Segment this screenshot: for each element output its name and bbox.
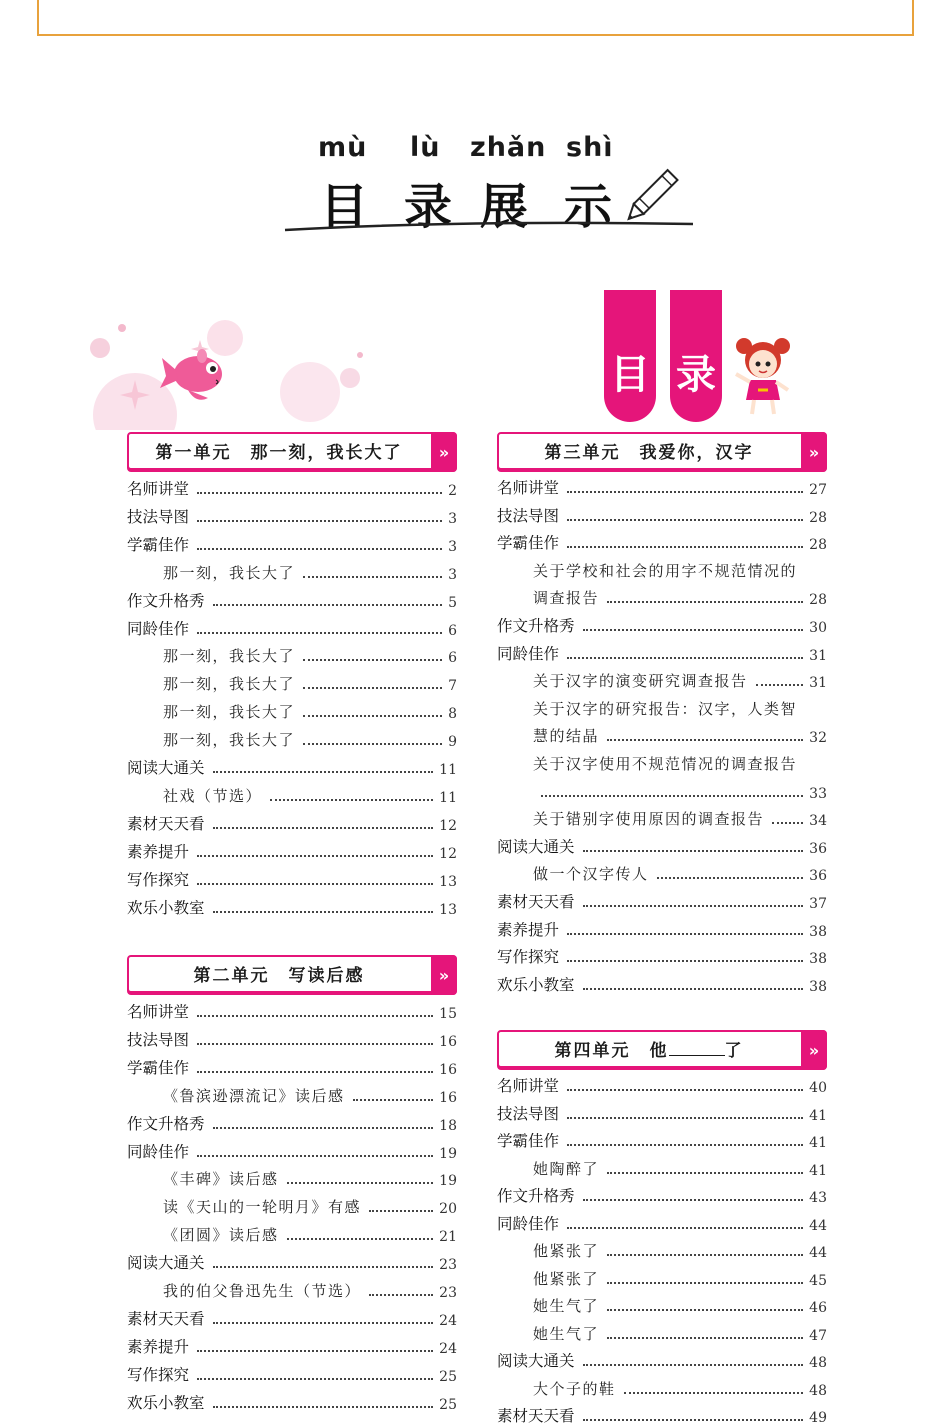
toc-entry[interactable] [163, 784, 457, 806]
toc-entry[interactable] [127, 1363, 457, 1385]
toc-entry[interactable] [497, 504, 827, 526]
toc-entry[interactable] [497, 945, 827, 967]
unit-title: 第二单元 写读后感 [193, 966, 365, 986]
toc-page-number: 25 [439, 1396, 457, 1413]
dot-leader [583, 1419, 804, 1421]
toc-entry[interactable] [497, 1212, 827, 1234]
dot-leader [197, 1155, 433, 1157]
dot-leader [197, 855, 433, 857]
mulu-tab-1: 目 [604, 290, 656, 422]
dot-leader [657, 877, 804, 879]
toc-entry[interactable] [497, 973, 827, 995]
toc-entry-title: 关于错别字使用原因的调查报告 [533, 810, 765, 829]
dot-leader [567, 1089, 803, 1091]
toc-page-number: 12 [439, 845, 457, 862]
toc-entry[interactable] [497, 642, 827, 664]
toc-page-number: 12 [439, 817, 457, 834]
toc-entry[interactable] [163, 728, 457, 750]
toc-page-number: 28 [809, 509, 827, 526]
toc-entry-title: 欢乐小教室 [127, 1393, 205, 1412]
title-char-3: 展 [480, 179, 529, 235]
toc-entry[interactable] [497, 614, 827, 636]
toc-page-number: 41 [809, 1135, 827, 1151]
toc-entry-title: 素材天天看 [127, 814, 205, 833]
toc-page-number: 3 [448, 510, 457, 527]
toc-page-number: 44 [809, 1245, 827, 1261]
chevron-right-icon: » [801, 432, 827, 472]
toc-page-number: 2 [448, 483, 457, 499]
dot-leader [607, 1172, 803, 1174]
toc-entry[interactable] [127, 868, 457, 890]
toc-page-number: 48 [809, 1355, 827, 1371]
dot-leader [197, 1071, 433, 1073]
toc-entry-title: 她陶醉了 [533, 1159, 600, 1178]
toc-entry-title: 社戏（节选） [163, 786, 263, 805]
dot-leader [197, 883, 433, 885]
toc-entry[interactable] [533, 1294, 827, 1316]
toc-entry-title: 大个子的鞋 [533, 1379, 616, 1398]
toc-entry[interactable] [533, 1322, 827, 1344]
title-char-4: 示 [564, 179, 613, 235]
dot-leader [567, 519, 803, 521]
toc-page-number: 16 [439, 1061, 457, 1078]
toc-entry[interactable] [127, 1000, 457, 1022]
dot-leader [197, 632, 442, 634]
toc-entry[interactable] [533, 862, 827, 884]
dot-leader [213, 1266, 434, 1268]
toc-entry-title: 做一个汉字传人 [533, 865, 649, 884]
toc-page-number: 11 [439, 762, 457, 778]
toc-page-number: 31 [809, 647, 827, 664]
toc-entry[interactable] [533, 807, 827, 829]
unit-title-after: 了 [724, 1041, 744, 1061]
toc-entry-title: 那一刻，我长大了 [163, 675, 296, 694]
toc-entry[interactable] [127, 1335, 457, 1357]
toc-entry-title: 《丰碑》读后感 [163, 1170, 279, 1189]
toc-entry[interactable] [533, 697, 827, 719]
dot-leader [583, 629, 804, 631]
toc-entry-title: 欢乐小教室 [127, 898, 205, 917]
chevron-right-icon: » [801, 1030, 827, 1070]
toc-entry[interactable] [497, 1184, 827, 1206]
toc-page-number: 3 [448, 566, 457, 583]
toc-entry-title: 素材天天看 [497, 893, 575, 911]
toc-page-number: 45 [809, 1272, 827, 1289]
toc-entry-title: 同龄佳作 [127, 619, 190, 638]
dot-leader [583, 988, 804, 990]
dot-leader [197, 520, 442, 522]
toc-entry-title: 学霸佳作 [497, 1132, 560, 1150]
toc-page-number: 38 [809, 923, 827, 940]
toc-entry[interactable] [127, 1391, 457, 1413]
toc-entry[interactable] [533, 586, 827, 608]
cartoon-girl-icon [728, 334, 798, 418]
toc-entry[interactable] [163, 1279, 457, 1301]
chevron-right-icon: » [431, 432, 457, 472]
toc-page-number: 36 [809, 868, 827, 885]
top-frame [37, 0, 914, 36]
toc-page-number: 9 [448, 734, 457, 751]
toc-page-number: 46 [809, 1300, 827, 1316]
dot-leader [303, 687, 442, 689]
toc-entry[interactable] [497, 918, 827, 940]
chevron-right-icon: » [431, 955, 457, 995]
dot-leader [303, 743, 442, 745]
toc-page-number: 31 [809, 675, 827, 692]
toc-entry-title: 他紧张了 [533, 1242, 600, 1260]
toc-page-number: 16 [439, 1089, 457, 1106]
toc-entry-title: 学霸佳作 [127, 1058, 190, 1077]
toc-page-number: 21 [439, 1229, 457, 1246]
dot-leader [607, 1309, 803, 1311]
toc-entry[interactable] [533, 1377, 827, 1399]
toc-entry-title: 作文升格秀 [127, 591, 205, 610]
unit-title-before: 第四单元 他 [554, 1041, 669, 1061]
toc-entry-title: 那一刻，我长大了 [163, 563, 296, 582]
toc-entry-title: 那一刻，我长大了 [163, 703, 296, 722]
toc-entry-title: 她生气了 [533, 1297, 600, 1315]
toc-entry-title: 名师讲堂 [127, 480, 190, 498]
toc-page-number: 11 [439, 789, 457, 806]
toc-entry-title: 学霸佳作 [127, 535, 190, 554]
toc-entry[interactable] [533, 1239, 827, 1261]
dot-leader [303, 715, 442, 717]
toc-entry-title: 素养提升 [127, 842, 190, 861]
toc-entry[interactable] [127, 896, 457, 918]
unit-header-4 [497, 1030, 827, 1068]
toc-page-number: 18 [439, 1117, 457, 1134]
toc-page-number: 24 [439, 1340, 457, 1357]
toc-page-number: 48 [809, 1382, 827, 1399]
title-char-1: 目 [320, 179, 369, 235]
toc-entry[interactable] [127, 477, 457, 499]
dot-leader [607, 1337, 803, 1339]
dot-leader [567, 933, 803, 935]
toc-page-number: 13 [439, 873, 457, 890]
dot-leader [567, 657, 803, 659]
dot-leader [567, 546, 803, 548]
toc-entry[interactable] [127, 1112, 457, 1134]
toc-entry-title: 素养提升 [497, 920, 560, 939]
dot-leader [607, 1254, 803, 1256]
toc-entry[interactable] [127, 1028, 457, 1050]
toc-page-number: 13 [439, 901, 457, 918]
toc-page-number: 15 [439, 1006, 457, 1022]
toc-entry-title: 关于汉字的研究报告：汉字，人类智 [533, 699, 798, 718]
toc-page-number: 7 [448, 678, 457, 695]
toc-entry[interactable] [497, 835, 827, 857]
dot-leader [583, 905, 804, 907]
toc-entry[interactable] [497, 1129, 827, 1151]
dot-leader [353, 1099, 434, 1101]
toc-entry[interactable] [533, 724, 827, 746]
toc-entry[interactable] [127, 617, 457, 639]
toc-entry-title: 写作探究 [127, 1365, 190, 1384]
toc-entry-title: 写作探究 [497, 948, 560, 967]
toc-entry-title: 名师讲堂 [127, 1003, 190, 1021]
dot-leader [567, 491, 803, 493]
toc-page-number: 23 [439, 1257, 457, 1274]
toc-entry[interactable] [163, 672, 457, 694]
toc-entry-title: 同龄佳作 [497, 644, 560, 663]
toc-page-number: 49 [809, 1410, 827, 1424]
toc-entry-title: 作文升格秀 [127, 1114, 205, 1133]
dot-leader [772, 822, 803, 824]
toc-page-number: 27 [809, 482, 827, 498]
toc-page-number: 47 [809, 1327, 827, 1344]
title-pinyin [318, 132, 618, 166]
toc-entry[interactable] [497, 890, 827, 912]
toc-page-number: 23 [439, 1285, 457, 1301]
toc-page-number: 40 [809, 1080, 827, 1096]
toc-page-number: 6 [448, 650, 457, 667]
toc-entry-title: 学霸佳作 [497, 534, 560, 553]
toc-entry[interactable] [497, 476, 827, 498]
toc-entry-title: 素材天天看 [497, 1407, 575, 1424]
dot-leader [287, 1182, 434, 1184]
toc-page-number: 38 [809, 951, 827, 968]
toc-entry-title: 读《天山的一轮明月》有感 [163, 1198, 362, 1217]
title-char-2: 录 [404, 179, 453, 235]
fill-in-blank [669, 1042, 725, 1056]
toc-entry-title: 技法导图 [497, 506, 560, 525]
dot-leader [213, 827, 434, 829]
unit-header-1 [127, 432, 457, 470]
dot-leader [583, 850, 804, 852]
toc-entry[interactable] [533, 1267, 827, 1289]
dot-leader [607, 1282, 803, 1284]
dot-leader [567, 1227, 803, 1229]
unit-header-2 [127, 955, 457, 993]
dot-leader [567, 960, 803, 962]
toc-page-number: 24 [439, 1312, 457, 1329]
dot-leader [197, 1350, 433, 1352]
toc-entry[interactable] [533, 669, 827, 691]
toc-entry[interactable] [533, 1157, 827, 1179]
dot-leader [567, 1144, 803, 1146]
pinyin-4: shì [566, 132, 614, 163]
pinyin-1: mù [318, 132, 368, 163]
toc-entry-title: 她生气了 [533, 1324, 600, 1343]
unit-title: 第一单元 那一刻，我长大了 [155, 443, 403, 463]
toc-entry-title: 阅读大通关 [497, 1352, 575, 1370]
dot-leader [213, 911, 434, 913]
dot-leader [369, 1294, 433, 1296]
toc-entry-title: 他紧张了 [533, 1269, 600, 1288]
toc-entry-title: 同龄佳作 [497, 1214, 560, 1233]
dot-leader [213, 1322, 434, 1324]
toc-page-number: 20 [439, 1201, 457, 1218]
toc-page-number: 33 [809, 785, 827, 802]
dot-leader [197, 492, 442, 494]
toc-page-number: 37 [809, 896, 827, 912]
toc-entry[interactable] [127, 1251, 457, 1273]
toc-entry-title: 阅读大通关 [127, 759, 205, 777]
toc-entry-title: 调查报告 [533, 589, 600, 608]
unit-title: 第三单元 我爱你，汉字 [544, 443, 754, 463]
toc-page-number: 19 [439, 1173, 457, 1190]
dot-leader [583, 1199, 804, 1201]
dot-leader [607, 739, 803, 741]
toc-entry[interactable] [163, 700, 457, 722]
toc-entry[interactable] [533, 752, 827, 774]
toc-entry[interactable] [127, 1056, 457, 1078]
toc-page-number: 6 [448, 622, 457, 639]
toc-entry-title: 阅读大通关 [127, 1254, 205, 1273]
toc-entry-title: 关于学校和社会的用字不规范情况的 [533, 561, 798, 580]
toc-page-number: 38 [809, 978, 827, 995]
toc-entry-title: 名师讲堂 [497, 1077, 560, 1095]
toc-entry[interactable] [497, 531, 827, 553]
dot-leader [287, 1238, 434, 1240]
toc-entry[interactable] [163, 644, 457, 666]
decorative-bubbles-fish [80, 300, 380, 430]
toc-entry[interactable] [533, 559, 827, 581]
toc-page-number: 16 [439, 1033, 457, 1050]
toc-entry[interactable] [163, 1167, 457, 1189]
toc-entry[interactable] [163, 561, 457, 583]
pinyin-2: lù [410, 132, 441, 163]
toc-entry-title: 阅读大通关 [497, 837, 575, 856]
toc-page-number: 36 [809, 840, 827, 857]
toc-entry-title: 欢乐小教室 [497, 975, 575, 994]
toc-entry[interactable] [127, 505, 457, 527]
toc-page-number: 28 [809, 537, 827, 554]
dot-leader [607, 601, 803, 603]
dot-leader [213, 771, 434, 773]
toc-entry-title: 素养提升 [127, 1337, 190, 1356]
mulu-tab-2: 录 [670, 290, 722, 422]
toc-entry[interactable] [127, 756, 457, 778]
toc-entry[interactable] [127, 533, 457, 555]
toc-entry[interactable] [127, 812, 457, 834]
toc-entry-title: 作文升格秀 [497, 617, 575, 635]
toc-entry-title: 同龄佳作 [127, 1142, 190, 1161]
toc-page-number: 44 [809, 1217, 827, 1234]
toc-page-number: 32 [809, 730, 827, 747]
toc-entry[interactable] [533, 780, 827, 802]
toc-entry-title: 作文升格秀 [497, 1187, 575, 1205]
toc-entry[interactable] [497, 1349, 827, 1371]
pinyin-3: zhǎn [470, 132, 547, 163]
toc-page-number: 41 [809, 1107, 827, 1124]
toc-entry-title: 那一刻，我长大了 [163, 731, 296, 750]
unit-header-3 [497, 432, 827, 470]
dot-leader [567, 1117, 803, 1119]
dot-leader [624, 1392, 804, 1394]
toc-entry[interactable] [127, 589, 457, 611]
toc-page-number: 19 [439, 1145, 457, 1162]
toc-entry[interactable] [127, 1307, 457, 1329]
toc-entry[interactable] [127, 840, 457, 862]
toc-entry[interactable] [163, 1084, 457, 1106]
toc-entry-title: 我的伯父鲁迅先生（节选） [163, 1282, 362, 1300]
toc-entry-title: 名师讲堂 [497, 479, 560, 497]
toc-entry[interactable] [163, 1223, 457, 1245]
dot-leader [197, 1015, 433, 1017]
toc-entry[interactable] [163, 1195, 457, 1217]
toc-entry-title: 写作探究 [127, 870, 190, 889]
toc-entry-title: 技法导图 [127, 507, 190, 526]
dot-leader [197, 548, 442, 550]
toc-entry-title: 关于汉字的演变研究调查报告 [533, 672, 748, 691]
dot-leader [303, 576, 442, 578]
toc-page-number: 28 [809, 592, 827, 609]
toc-entry-title: 关于汉字使用不规范情况的调查报告 [533, 755, 798, 773]
unit-title [497, 1036, 801, 1061]
toc-entry-title: 慧的结晶 [533, 727, 600, 746]
dot-leader [213, 1406, 434, 1408]
dot-leader [197, 1043, 433, 1045]
dot-leader [303, 659, 442, 661]
dot-leader [270, 799, 433, 801]
toc-page-number: 3 [448, 538, 457, 555]
dot-leader [369, 1210, 433, 1212]
toc-page-number: 34 [809, 813, 827, 830]
toc-entry-title: 技法导图 [497, 1104, 560, 1123]
dot-leader [541, 795, 803, 797]
dot-leader [213, 604, 443, 606]
toc-page-number: 5 [448, 594, 457, 611]
dot-leader [583, 1364, 804, 1366]
toc-page-number: 43 [809, 1190, 827, 1206]
toc-entry[interactable] [497, 1102, 827, 1124]
toc-entry[interactable] [127, 1140, 457, 1162]
toc-entry[interactable] [497, 1074, 827, 1096]
pencil-icon [622, 156, 692, 228]
dot-leader [213, 1127, 434, 1129]
toc-page-number: 8 [448, 706, 457, 723]
toc-entry-title: 技法导图 [127, 1030, 190, 1049]
toc-page-number: 25 [439, 1368, 457, 1385]
toc-page-number: 41 [809, 1162, 827, 1179]
toc-entry-title: 素材天天看 [127, 1309, 205, 1328]
toc-entry[interactable] [497, 1404, 827, 1424]
toc-entry-title: 《团圆》读后感 [163, 1226, 279, 1245]
toc-entry-title: 《鲁滨逊漂流记》读后感 [163, 1086, 345, 1105]
dot-leader [197, 1378, 433, 1380]
dot-leader [756, 684, 804, 686]
toc-page-number: 30 [809, 620, 827, 636]
toc-entry-title: 那一刻，我长大了 [163, 647, 296, 666]
